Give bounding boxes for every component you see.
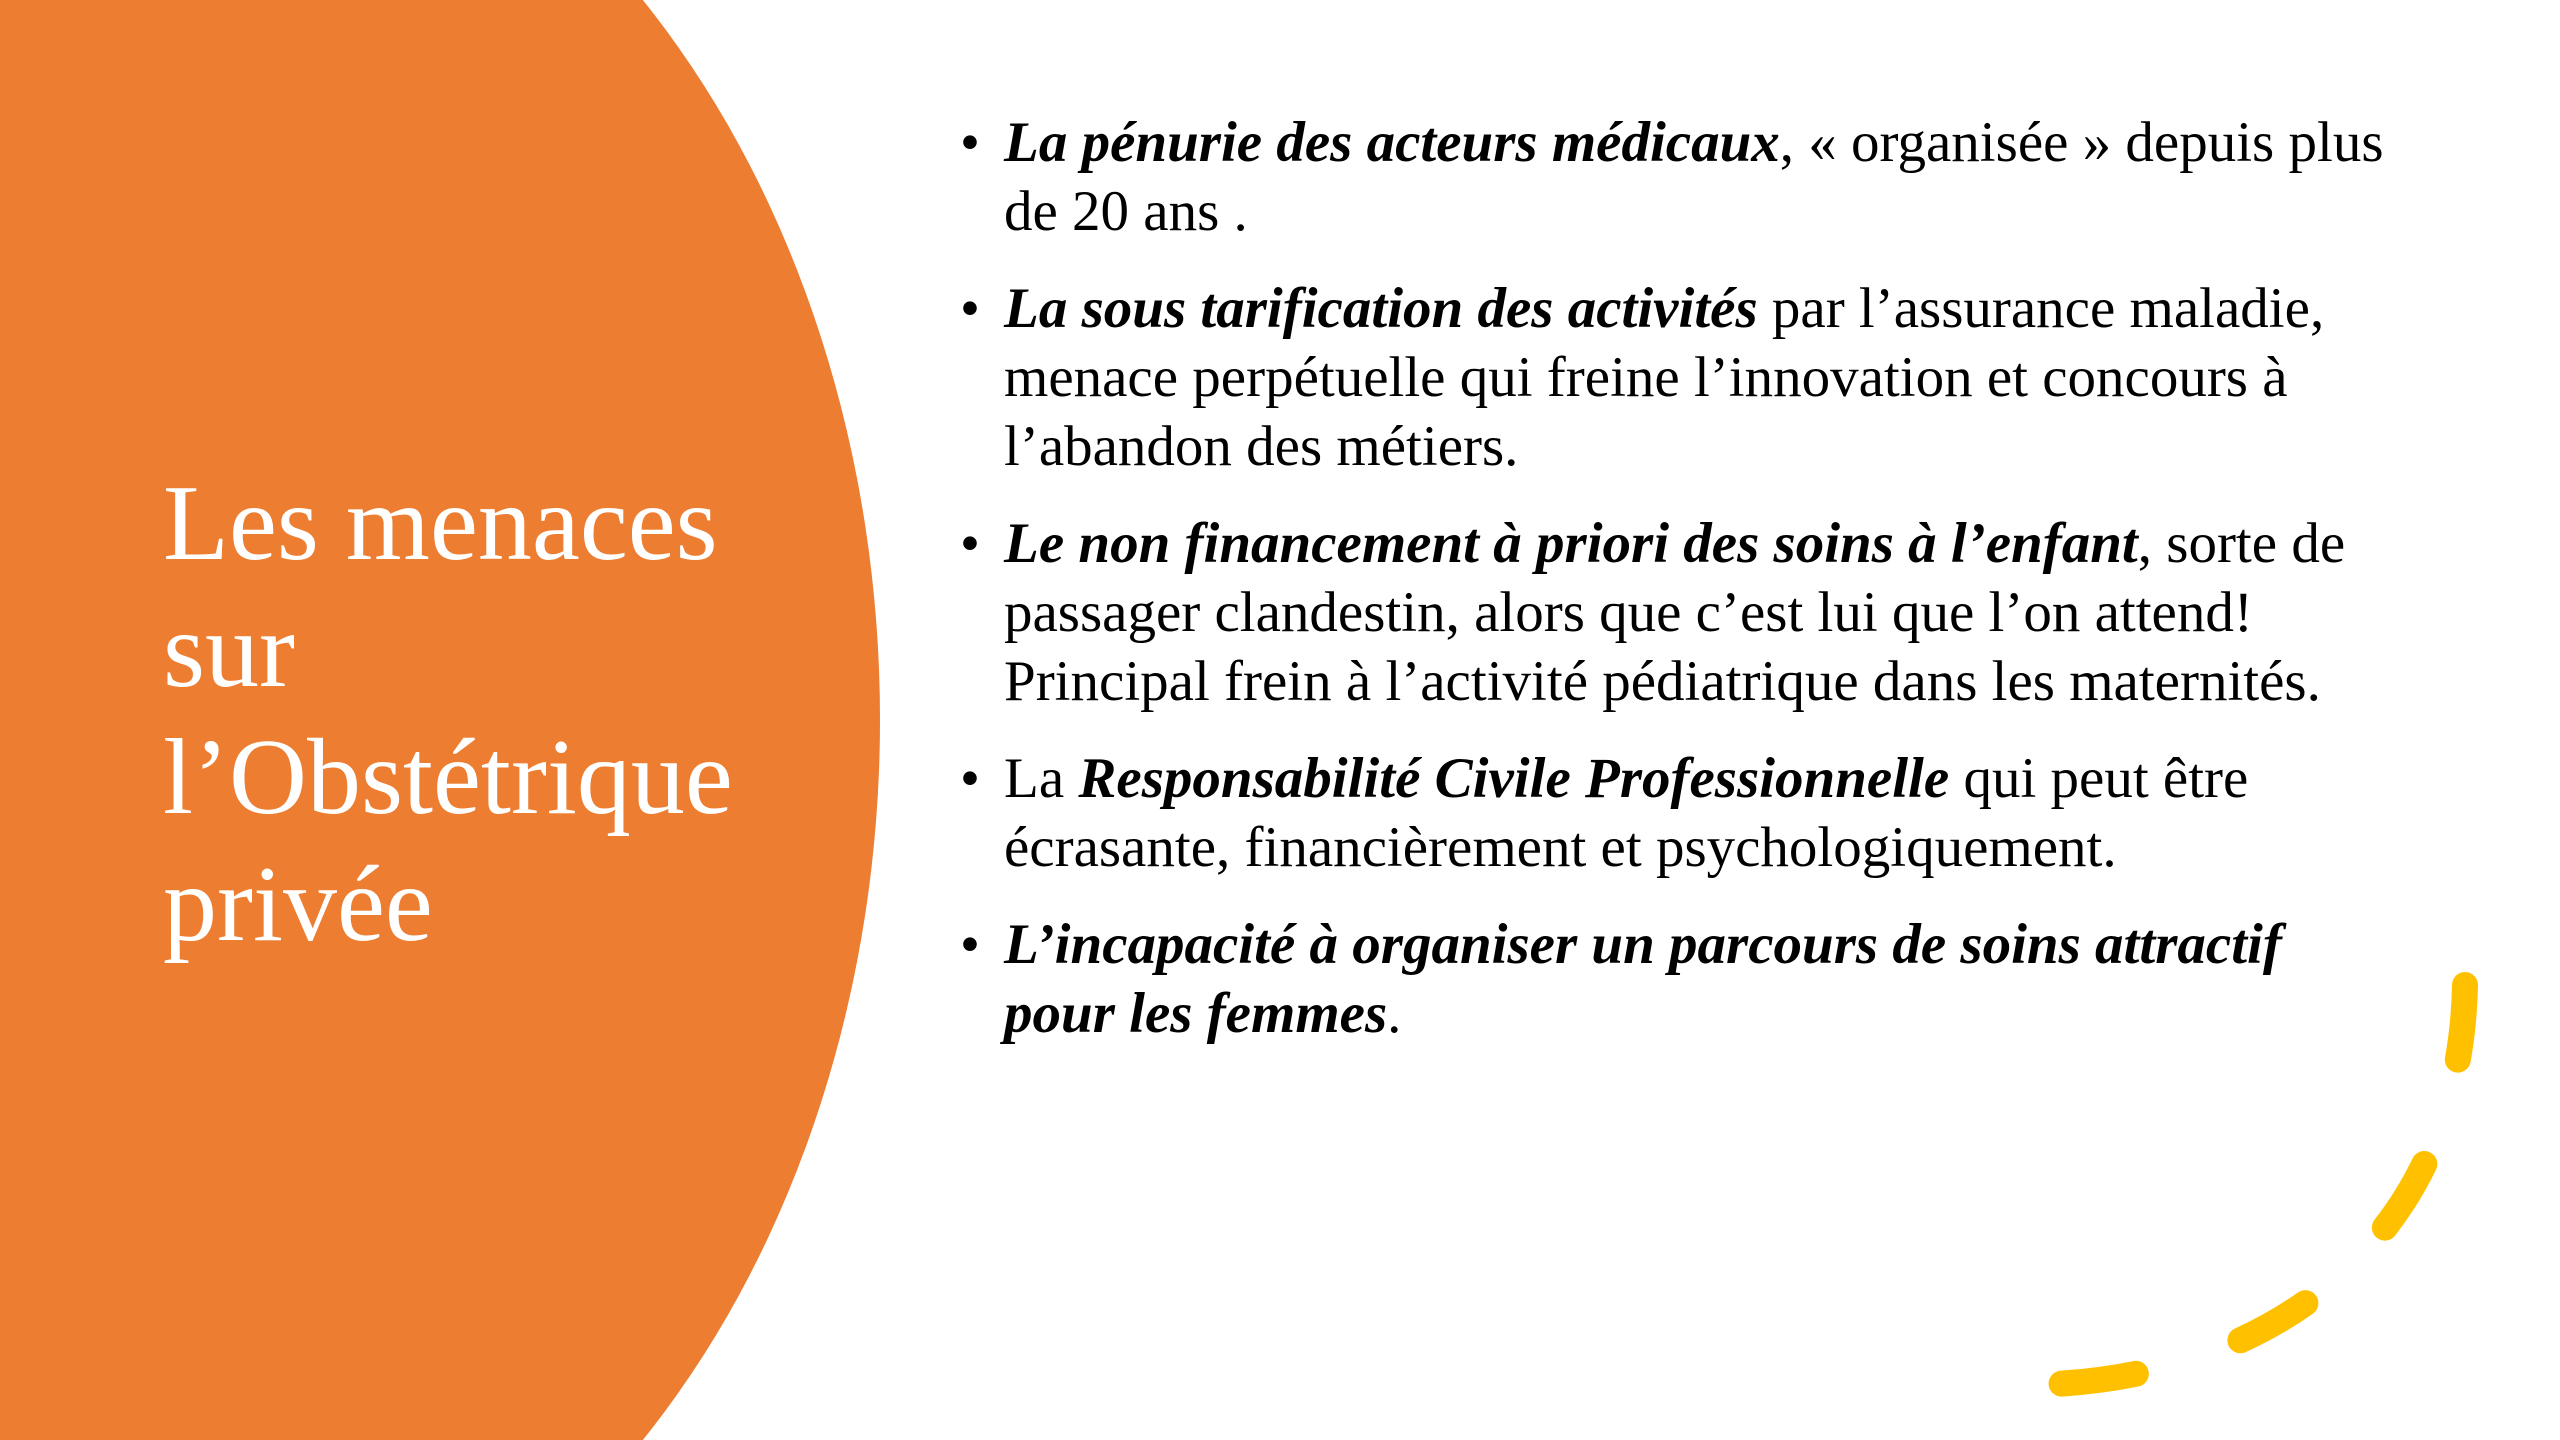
bullet-marker: • xyxy=(960,277,980,340)
dashed-arc-stroke xyxy=(2020,985,2465,1385)
title-line-2: sur xyxy=(163,591,295,710)
bullet-marker: • xyxy=(960,913,980,976)
bullet-3-emphasis: Le non financement à priori des soins à l’enfant xyxy=(1004,512,2138,575)
title-line-3: l’Obstétrique xyxy=(163,718,733,837)
bullet-2-emphasis: La sous tarification des activités xyxy=(1004,277,1758,340)
bullet-3-text: , sorte de passager clandestin, alors que c’est lui que l’on attend! Principal frein à l’activité pédiatrique dans les maternités. xyxy=(1004,512,2346,713)
bullet-4-emphasis: Responsabilité Civile Professionnelle xyxy=(1078,747,1950,810)
bullet-5-emphasis: L’incapacité à organiser un parcours de soins attractif pour les femmes xyxy=(1004,913,2282,1045)
bullet-1-text: , « organisée » depuis plus de 20 ans . xyxy=(1004,111,2384,243)
bullet-marker: • xyxy=(960,111,980,174)
bullet-4-text: qui peut être écrasante, financièrement et psychologiquement. xyxy=(1004,747,2249,879)
bullet-5-text: . xyxy=(1387,982,1402,1045)
bullet-1-emphasis: La pénurie des acteurs médicaux xyxy=(1004,111,1780,174)
title-line-4: privée xyxy=(163,845,433,964)
bullet-4-lead: La xyxy=(1004,747,1079,810)
bullet-marker: • xyxy=(960,512,980,575)
bullet-2-text: par l’assurance maladie, menace perpétuelle qui freine l’innovation et concours à l’abandon des métiers. xyxy=(1004,277,2325,478)
bullet-marker: • xyxy=(960,747,980,810)
title-line-1: Les menaces xyxy=(163,464,718,583)
